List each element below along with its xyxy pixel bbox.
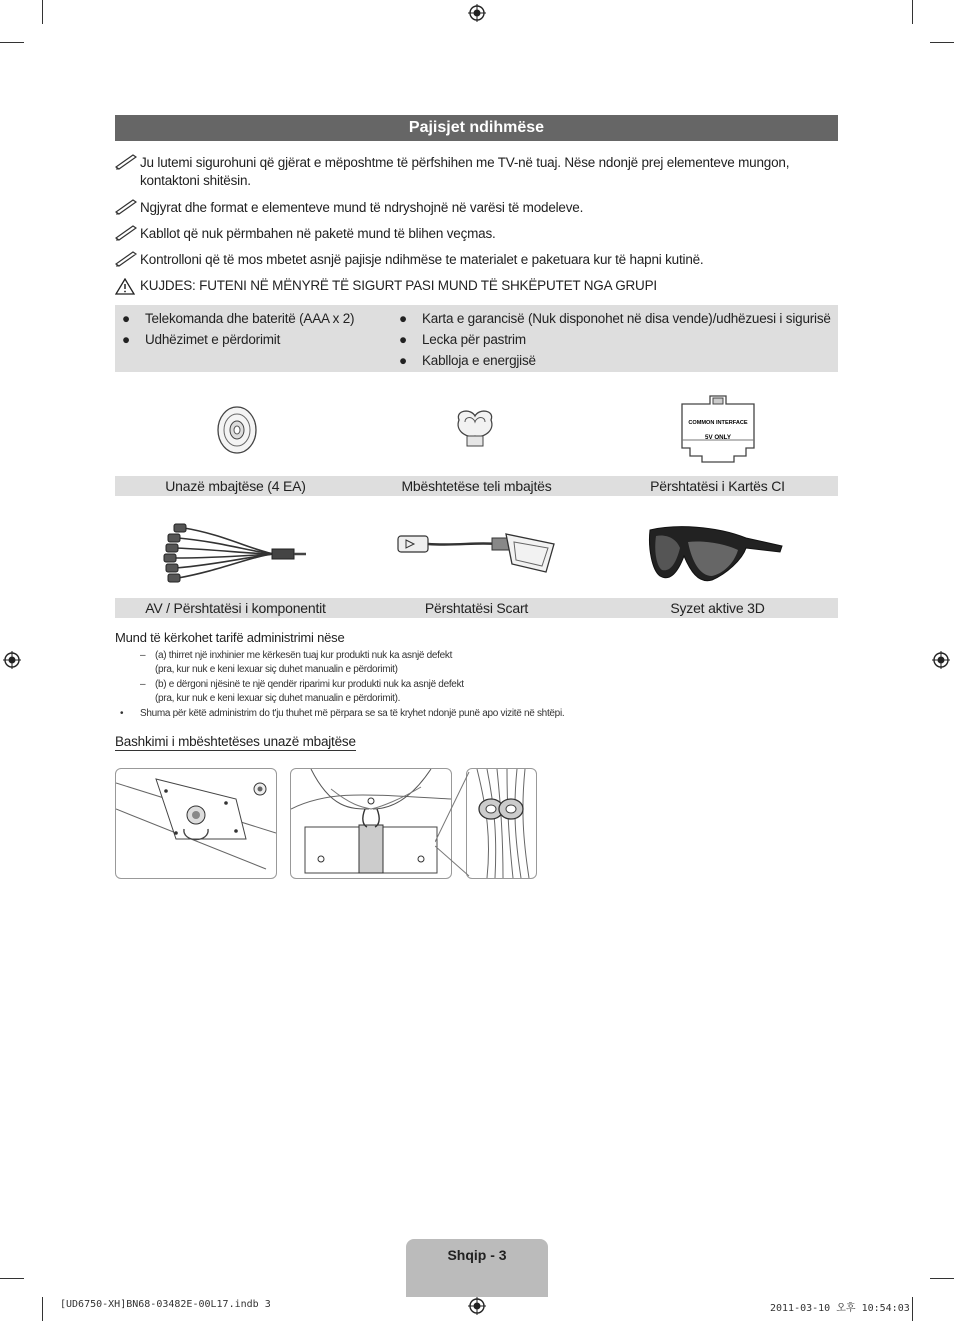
caution-text: KUJDES: FUTENI NË MËNYRË TË SIGURT PASI MUND TË SHKËPUTET NGA GRUPI [140,278,657,293]
cable-holder-image [451,406,499,450]
registration-mark-icon [468,4,486,22]
crop-mark [42,0,43,24]
crop-mark [930,42,954,43]
list-item: ● Udhëzimet e përdorimit [122,332,281,347]
footer-timestamp: 2011-03-10 오후 10:54:03 [770,1303,910,1314]
note [115,251,815,269]
caption-bar [115,598,838,618]
assembly-step-image [290,768,452,879]
registration-mark-icon [468,1297,486,1315]
assembly-step-image [466,768,537,879]
registration-mark-icon [3,651,21,669]
item-caption: Unazë mbajtëse (4 EA) [165,478,306,494]
caution-line [115,278,657,293]
ci-card-label: 5V ONLY [705,434,731,441]
crop-mark [912,1297,913,1321]
page-number: Shqip - 3 [406,1239,548,1297]
fee-bullet-text: Shuma për këtë administrim do t'ju thuhet më përpara se sa të kryhet ndonjë punë apo vizitë në shtëpi. [140,708,565,719]
list-item: ● Lecka për pastrim [399,332,526,347]
pencil-note-icon [115,199,137,215]
fee-bullet-mark: • [120,708,124,719]
ci-card-adapter-image [680,394,756,464]
pencil-note-icon [115,251,137,267]
note [115,199,815,217]
list-item: ● Telekomanda dhe bateritë (AAA x 2) [122,311,355,326]
list-item: ● Kablloja e energjisë [399,353,536,368]
note-text: kontaktoni shitësin. [140,173,251,188]
crop-mark [930,1278,954,1279]
note-text: Ngjyrat dhe format e elementeve mund të ndryshojnë në varësi të modeleve. [140,200,584,215]
section-title: Pajisjet ndihmëse [115,115,838,141]
list-item: ● Karta e garancisë (Nuk disponohet në disa vende)/udhëzuesi i sigurisë [399,311,831,326]
accessories-list [115,305,838,372]
note-text: Kontrolloni që të mos mbetet asnjë pajisje ndihmëse te materialet e paketuara kur të hapni kutinë. [140,252,704,267]
note [115,154,815,190]
warning-triangle-icon [115,278,135,295]
caption-bar [115,476,838,496]
av-component-adapter-image [162,520,308,588]
fee-item-text: (pra, kur nuk e keni lexuar siç duhet manualin e përdorimit) [155,664,398,675]
fee-item-text: (a) thirret një inxhinier me kërkesën tuaj kur produkti nuk ka asnjë defekt [155,650,453,661]
crop-mark [912,0,913,24]
pencil-note-icon [115,154,137,170]
footer-file-info: [UD6750-XH]BN68-03482E-00L17.indb 3 [60,1299,271,1310]
scart-adapter-image [396,524,556,576]
item-caption: Mbështetëse teli mbajtës [401,478,552,494]
item-caption: AV / Përshtatësi i komponentit [145,600,326,616]
fee-title: Mund të kërkohet tarifë administrimi nëse [115,630,345,645]
item-caption: Syzet aktive 3D [670,600,765,616]
fee-item-text: (b) e dërgoni njësinë te një qendër riparimi kur produkti nuk ka asnjë defekt [155,679,464,690]
3d-glasses-image [646,520,786,592]
assembly-title: Bashkimi i mbështetëses unazë mbajtëse [115,734,356,749]
registration-mark-icon [932,651,950,669]
fee-item-mark: – [140,679,146,690]
item-caption: Përshtatësi Scart [424,600,529,616]
note-text: Kabllot që nuk përmbahen në paketë mund të blihen veçmas. [140,226,496,241]
crop-mark [0,42,24,43]
assembly-step-image [115,768,277,879]
crop-mark [0,1278,24,1279]
pencil-note-icon [115,225,137,241]
note-text: Ju lutemi sigurohuni që gjërat e mëposhtme të përfshihen me TV-në tuaj. Nëse ndonjë prej elementeve mungon, [140,155,790,170]
holder-ring-image [213,404,261,456]
fee-item-mark: – [140,650,146,661]
callout-lines [435,770,470,878]
crop-mark [42,1297,43,1321]
note [115,225,815,243]
ci-card-label: COMMON INTERFACE [688,420,748,426]
item-caption: Përshtatësi i Kartës CI [650,478,785,494]
fee-item-text: (pra, kur nuk e keni lexuar siç duhet manualin e përdorimit). [155,693,401,704]
